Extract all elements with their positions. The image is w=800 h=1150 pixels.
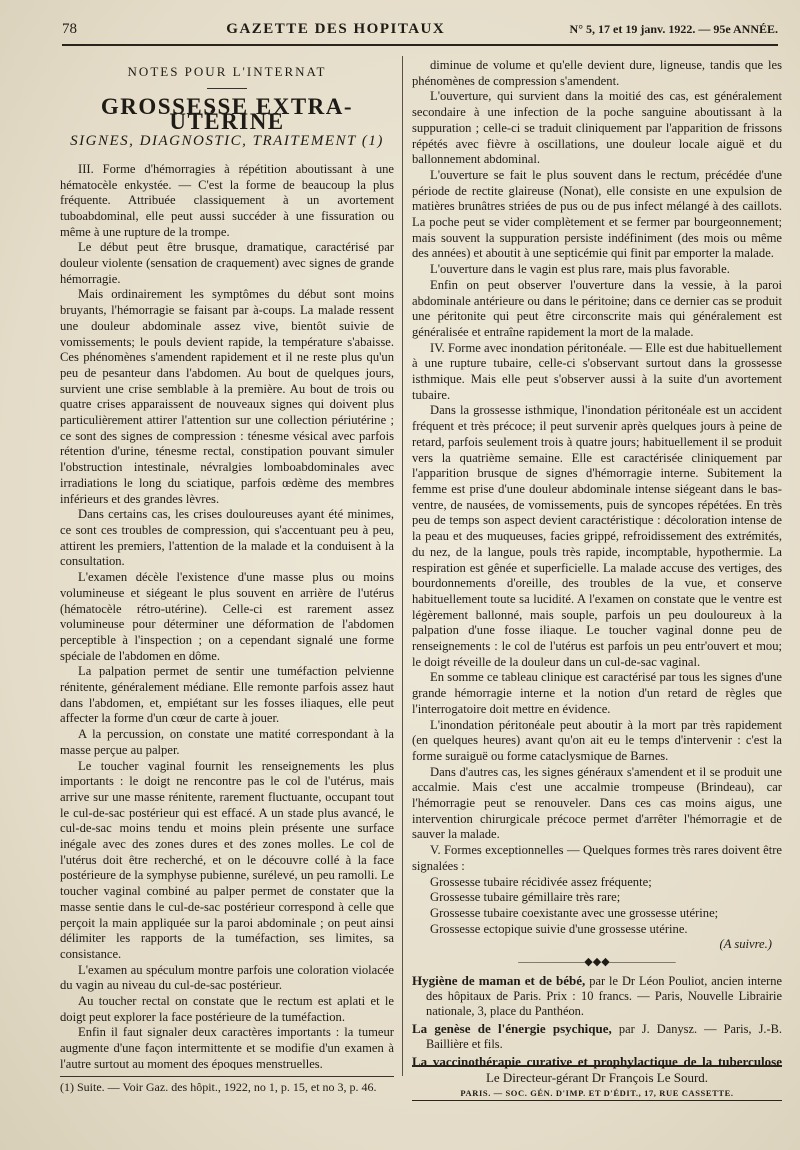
- paragraph: L'inondation péritonéale peut aboutir à la mort par très rapidement (en quelques heures) avant qu'on ait eu le temps d'intervenir : c'est la forme suraiguë ou forme cataclysmique de Barnes.: [412, 717, 782, 763]
- book-details: par J. Danysz. — Paris, J.-B. Baillière et fils.: [426, 1021, 782, 1051]
- book-title: La vaccinothérapie curative et prophylactique de la tuberculose: [412, 1053, 782, 1069]
- paragraph: A la percussion, on constate une matité correspondant à la masse perçue au palper.: [60, 727, 394, 757]
- paragraph: La palpation permet de sentir une tuméfaction pelvienne rénitente, généralement médiane. Elle remonte parfois assez haut dans l'abdomen, et, empiétant sur les fosses iliaques, elle peut affecter la forme d'un cœur de carte à jouer.: [60, 664, 394, 726]
- paragraph: IV. Forme avec inondation péritonéale. — Elle est due habituellement à une rupture tubaire, celle-ci s'observant surtout dans la grossesse isthmique. Mais elle peut s'observer aussi à la suite d'un avortement tubaire.: [412, 340, 782, 402]
- printer-line: PARIS. — SOC. GÉN. D'IMP. ET D'ÉDIT., 17, RUE CASSETTE.: [460, 1088, 734, 1098]
- right-column-body: [412, 58, 782, 875]
- paragraph: Enfin il faut signaler deux caractères importants : la tumeur augmente d'une façon intermittente et se modifie d'un examen à l'autre surtout au moment des époques menstruelles.: [60, 1025, 394, 1070]
- article-subtitle: SIGNES, DIAGNOSTIC, TRAITEMENT (1): [70, 133, 384, 150]
- to-be-continued: (A suivre.): [719, 937, 772, 952]
- paragraph: Mais ordinairement les symptômes du début sont moins bruyants, l'hémorragie se faisant par à-coups. La malade ressent une douleur abdominale assez vive, bientôt suivie de vomissements; le pouls devient rapide, la température s'abaisse. Ces phénomènes s'amendent rapidement et il ne reste plus qu'un peu de pesanteur dans l'abdomen. Au bout de quelques jours, survient une crise semblable à la première. Au bout de trois ou quatre crises apparaissent de nouveaux signes qui doivent plus particulièrement attirer l'attention sur une collection périutérine ; ce sont des signes de compression : ténesme vésical avec parfois rétention d'urine, ténesme rectal, constipation pouvant simuler l'obstruction intestinale, névralgies lomboabdominales avec irradiations le long du sciatique, parfois œdème des membres inférieurs et des grandes lèvres.: [60, 287, 394, 506]
- footnote-rule: [60, 1076, 394, 1077]
- bibliography-entry: [412, 1021, 782, 1052]
- paragraph: diminue de volume et qu'elle devient dure, ligneuse, tandis que les phénomènes de compression s'amendent.: [412, 58, 782, 88]
- paragraph: Au toucher rectal on constate que le rectum est aplati et le doigt peut explorer la face postérieure de la tuméfaction.: [60, 994, 394, 1024]
- rare-forms-list: [412, 875, 782, 938]
- paragraph: L'ouverture, qui survient dans la moitié des cas, est généralement secondaire à une infection de la poche sanguine aboutissant à la suppuration ; celle-ci se traduit cliniquement par l'apparition de frissons répétés avec fièvre à oscillations, une douleur locale aiguë et du ballonnement abdominal.: [412, 89, 782, 167]
- right-column: [412, 58, 782, 1070]
- separator-ornament: ——————◆◆◆——————: [518, 956, 676, 969]
- paragraph: Le toucher vaginal fournit les renseignements les plus importants : le doigt ne rencontre pas le col de l'utérus, mais arrive sur une masse rénitente, rarement fluctuante, occupant tout le cul-de-sac postérieur qui est effacé. A un stade plus avancé, le cul-de-sac moins tendu et moins plein présente une surface inégale avec des zones dures et des zones molles. Le col de l'utérus doit être recherché, et on le découvre collé à la face postérieure de la symphyse pubienne, surélevé, un peu ramolli. Le toucher vaginal combiné au palper permet de constater que la masse sentie dans le cul-de-sac postérieur correspond à celle que perçoit la main appliquée sur la paroi abdominale ; on peut ainsi délimiter les rapports de la tuméfaction, ses limites, sa consistance.: [60, 758, 394, 961]
- book-details: par le Dr Léon Pouliot, ancien interne des hôpitaux de Paris. Prix : 10 francs. — Paris, Nouvelle Librairie nationale, 3, place du Panthéon.: [426, 973, 782, 1018]
- page-header: [62, 14, 778, 46]
- paragraph: V. Formes exceptionnelles — Quelques formes très rares doivent être signalées :: [412, 843, 782, 873]
- paragraph: Enfin on peut observer l'ouverture dans la vessie, à la paroi abdominale antérieure ou dans le péritoine; dans ce dernier cas se produit une péritonite qui peut être circonscrite mais qui généralement est généralisée et entraîne rapidement la mort de la malade.: [412, 277, 782, 339]
- paragraph: L'examen au spéculum montre parfois une coloration violacée du vagin au niveau du cul-de-sac postérieur.: [60, 962, 394, 993]
- paragraph: Dans certains cas, les crises douloureuses ayant été minimes, ce sont ces troubles de compression, qui s'accentuant peu à peu, attirent les premiers, l'attention de la malade et la conduisent à la consultation.: [60, 507, 394, 569]
- editor-line: Le Directeur-gérant Dr François Le Sourd.: [485, 1070, 709, 1085]
- left-column-body: [60, 162, 394, 1070]
- paragraph: L'ouverture se fait le plus souvent dans le rectum, précédée d'une période de rectite glaireuse (Nonat), elle consiste en une expulsion de matières brunâtres striées de pus ou de pus infect mélangé à des caillots. La poche peut se vider complètement et se fermer par bourgeonnement; mais souvent la suppuration persiste indéfiniment (des mois ou même des années) et aboutit à une septicémie qui finit par emporter la malade.: [412, 167, 782, 261]
- list-item: Grossesse tubaire récidivée assez fréquente;: [430, 874, 652, 889]
- book-title: La genèse de l'énergie psychique,: [412, 1020, 612, 1036]
- list-item: Grossesse tubaire coexistante avec une grossesse utérine;: [430, 905, 719, 920]
- paragraph: En somme ce tableau clinique est caractérisé par tous les signes d'une grande hémorragie interne et la notion d'un retard de règles que l'interrogatoire doit mettre en évidence.: [412, 670, 782, 716]
- paragraph: L'examen décèle l'existence d'une masse plus ou moins volumineuse et siégeant le plus souvent en arrière de l'utérus (hématocèle rétro-utérine). Celle-ci est rarement assez volumineuse pour déterminer une déformation de l'abdomen perceptible à l'inspection ; on a cependant signalé une forme spéciale de l'abdomen en dôme.: [60, 570, 394, 663]
- paragraph: Dans la grossesse isthmique, l'inondation péritonéale est un accident fréquent et très précoce; il peut survenir après quelques jours à peine de retard, parfois seulement trois à quatre jours; habituellement il se produit vers la quatrième semaine. Elle est caractérisée cliniquement par l'apparition brusque de signes d'hémorragie interne. Subitement la femme est prise d'une douleur abdominale intense siégeant dans le bas-ventre, de nausées, de vomissements, puis de syncopes répétées. En très peu de temps son aspect devient caractéristique : décoloration intense de la peau et des muqueuses, facies grippé, refroidissement des extrémités, du nez, de la langue, pouls très rapide, incomptable, hypothermie. La respiration est gênée et superficielle. La malade accuse des vertiges, des bourdonnements d'oreille, des troubles de la vue, et conserve habituellement toute sa lucidité. A l'examen on constate que le ventre est légèrement ballonné, mais souple, parfois un peu douloureux à la palpation d'une fosse iliaque. Le toucher vaginal donne peu de renseignements : le col de l'utérus est parfois un peu entr'ouvert et mou; le doigt réveille de la douleur dans un cul-de-sac vaginal.: [412, 403, 782, 669]
- editor-block: [412, 1065, 782, 1101]
- list-item: Grossesse tubaire gémillaire très rare;: [430, 890, 621, 905]
- section-title: NOTES POUR L'INTERNAT: [127, 64, 327, 79]
- paragraph: Dans d'autres cas, les signes généraux s'amendent et il se produit une accalmie. Mais c'est une accalmie trompeuse (Brindeau), car l'hémorragie peut se renouveler. Dans ces cas moins aigus, une intervention chirurgicale précoce permet d'arrêter l'hémorragie et de sauver la malade.: [412, 764, 782, 842]
- book-title: Hygiène de maman et de bébé,: [412, 972, 586, 988]
- paragraph: Le début peut être brusque, dramatique, caractérisé par douleur violente (sensation de craquement) avec signes de grande hémorragie.: [60, 240, 394, 286]
- article-title: GROSSESSE EXTRA-UTÉRINE: [100, 93, 354, 135]
- bibliography-entry: [412, 973, 782, 1019]
- bibliography: [412, 973, 782, 1070]
- paragraph: L'ouverture dans le vagin est plus rare, mais plus favorable.: [430, 262, 730, 277]
- left-column: [60, 58, 394, 1070]
- column-separator: [402, 56, 403, 1076]
- page-number: 78: [62, 20, 77, 37]
- list-item: Grossesse ectopique suivie d'une grossesse utérine.: [430, 921, 688, 936]
- footnote: (1) Suite. — Voir Gaz. des hôpit., 1922, no 1, p. 15, et no 3, p. 46.: [60, 1080, 377, 1094]
- paragraph: III. Forme d'hémorragies à répétition aboutissant à une hématocèle enkystée. — C'est la forme de beaucoup la plus fréquente. Attribuée classiquement à un avortement tuboabdominal, elle peut aussi succéder à une fissuration ou même à une rupture de la trompe.: [60, 161, 394, 239]
- short-rule: [207, 88, 247, 89]
- issue-info: N° 5, 17 et 19 janv. 1922. — 95e ANNÉE.: [569, 21, 778, 36]
- journal-title: GAZETTE DES HOPITAUX: [226, 20, 446, 37]
